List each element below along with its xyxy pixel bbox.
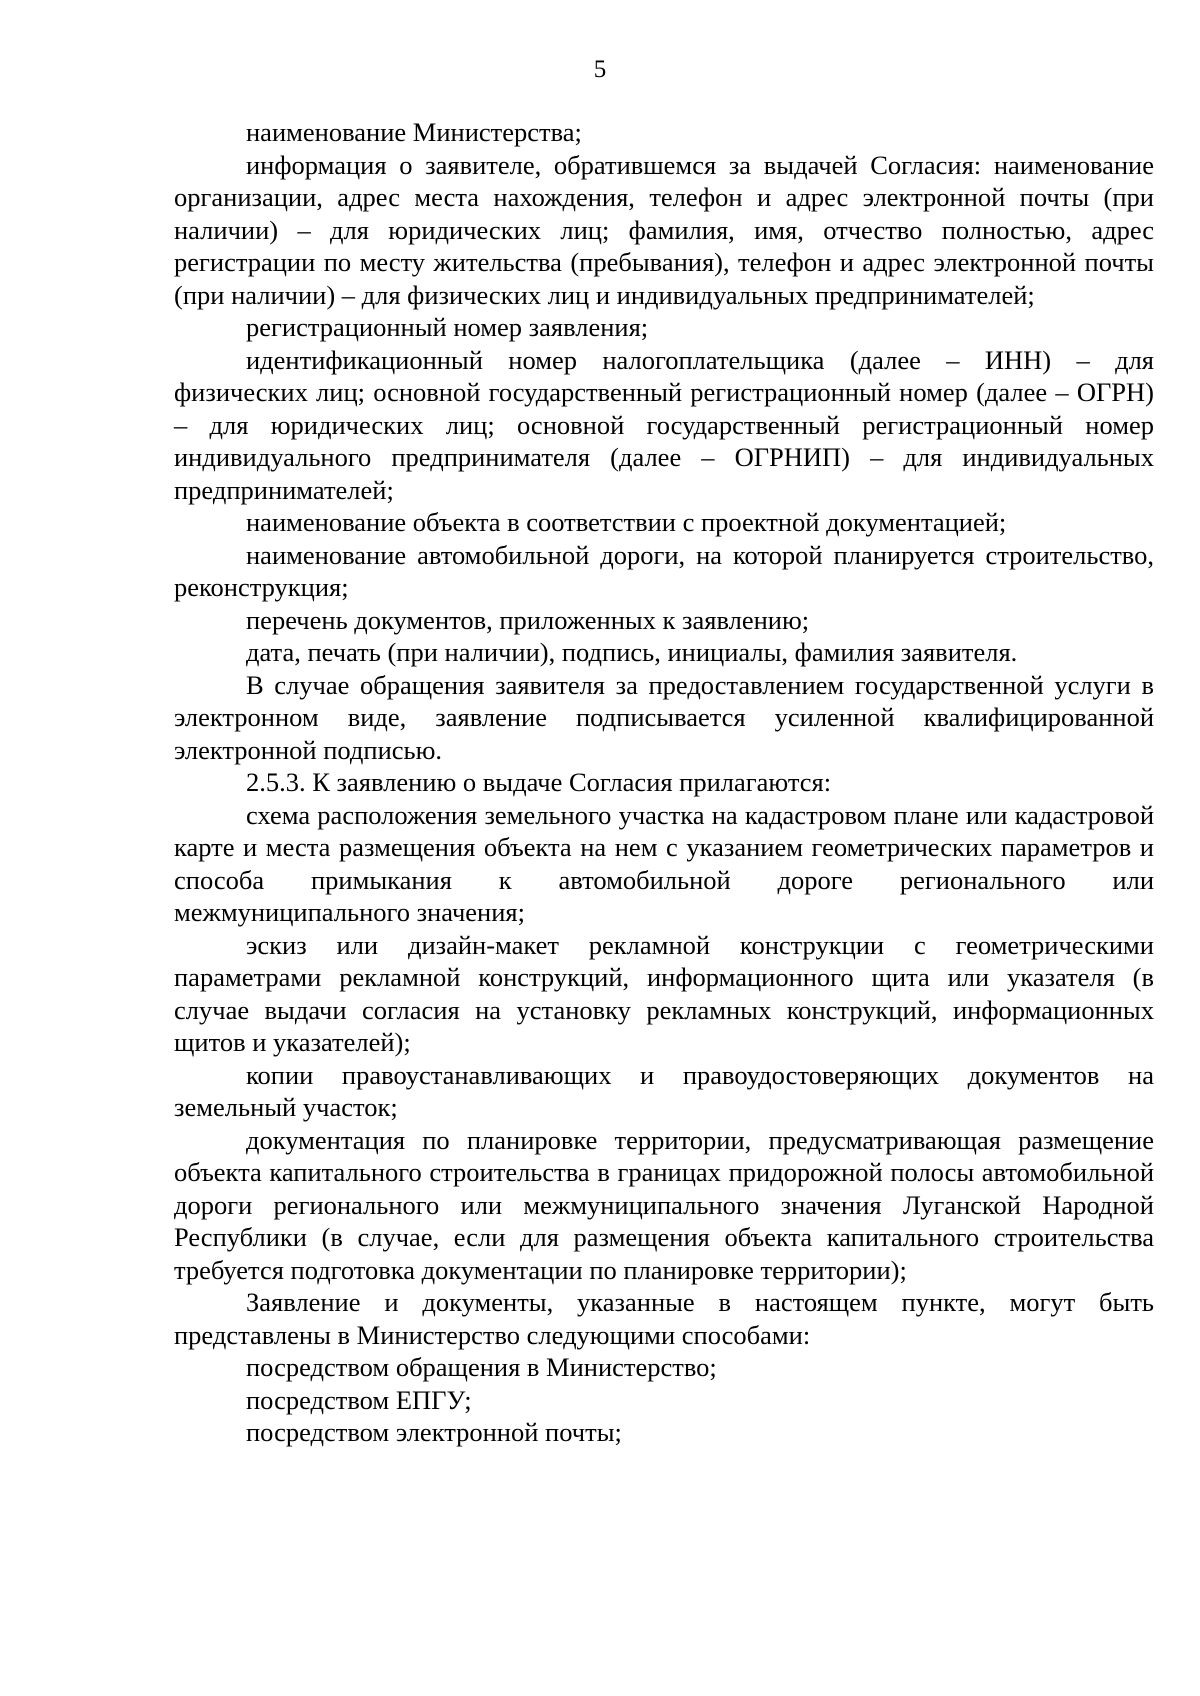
paragraph-planning-documentation: документация по планировке территории, предусматривающая размещение объекта капитального строительства в границах придорожной полосы автомобильной дороги регионального или межмуниципального значения Луганской Народной Республики (в случае, если для размещения объекта капитального строительства требуется подготовка документации по планировке территории); xyxy=(174,1124,1154,1285)
paragraph-applicant-info: информация о заявителе, обратившемся за выдачей Согласия: наименование организации, адрес места нахождения, телефон и адрес электронной почты (при наличии) – для юридических лиц; фамилия, имя, отчество полностью, адрес регистрации по месту жительства (пребывания), телефон и адрес электронной почты (при наличии) – для физических лиц и индивидуальных предпринимателей; xyxy=(174,149,1154,310)
paragraph-tax-ids: идентификационный номер налогоплательщика (далее – ИНН) – для физических лиц; основной государственный регистрационный номер (далее – ОГРН) – для юридических лиц; основной государственный регистрационный номер индивидуального предпринимателя (далее – ОГРНИП) – для индивидуальных предпринимателей; xyxy=(174,344,1154,505)
paragraph-registration-number: регистрационный номер заявления; xyxy=(246,312,649,342)
paragraph-object-name: наименование объекта в соответствии с проектной документацией; xyxy=(246,507,1007,537)
paragraph-electronic-signature: В случае обращения заявителя за предоставлением государственной услуги в электронном виде, заявление подписывается усиленной квалифицированной электронной подписью. xyxy=(174,669,1154,765)
document-body xyxy=(174,116,1154,1449)
paragraph-submission-methods: Заявление и документы, указанные в настоящем пункте, могут быть представлены в Министерство следующими способами: xyxy=(174,1287,1154,1350)
paragraph-via-epgu: посредством ЕПГУ; xyxy=(246,1384,472,1415)
page-number: 5 xyxy=(593,56,607,83)
paragraph-section-2-5-3: 2.5.3. К заявлению о выдаче Согласия прилагаются: xyxy=(246,767,832,797)
paragraph-road-name: наименование автомобильной дороги, на которой планируется строительство, реконструкция; xyxy=(174,539,1154,602)
paragraph-location-scheme: схема расположения земельного участка на кадастровом плане или кадастровой карте и места размещения объекта на нем с указанием геометрических параметров и способа примыкания к автомобильной дороге регионального или межмуниципального значения; xyxy=(174,799,1154,927)
paragraph-document-list: перечень документов, приложенных к заявлению; xyxy=(246,604,810,635)
paragraph-via-email: посредством электронной почты; xyxy=(246,1417,622,1447)
paragraph-via-ministry: посредством обращения в Министерство; xyxy=(246,1352,717,1382)
paragraph-date-signature: дата, печать (при наличии), подпись, инициалы, фамилия заявителя. xyxy=(246,637,1018,667)
paragraph-ministry-name: наименование Министерства; xyxy=(246,117,582,147)
paragraph-sketch-design: эскиз или дизайн-макет рекламной конструкции с геометрическими параметрами рекламной конструкций, информационного щита или указателя (в случае выдачи согласия на установку рекламных конструкций, информационных щитов и указателей); xyxy=(174,929,1154,1057)
paragraph-land-documents: копии правоустанавливающих и правоудостоверяющих документов на земельный участок; xyxy=(174,1059,1154,1122)
